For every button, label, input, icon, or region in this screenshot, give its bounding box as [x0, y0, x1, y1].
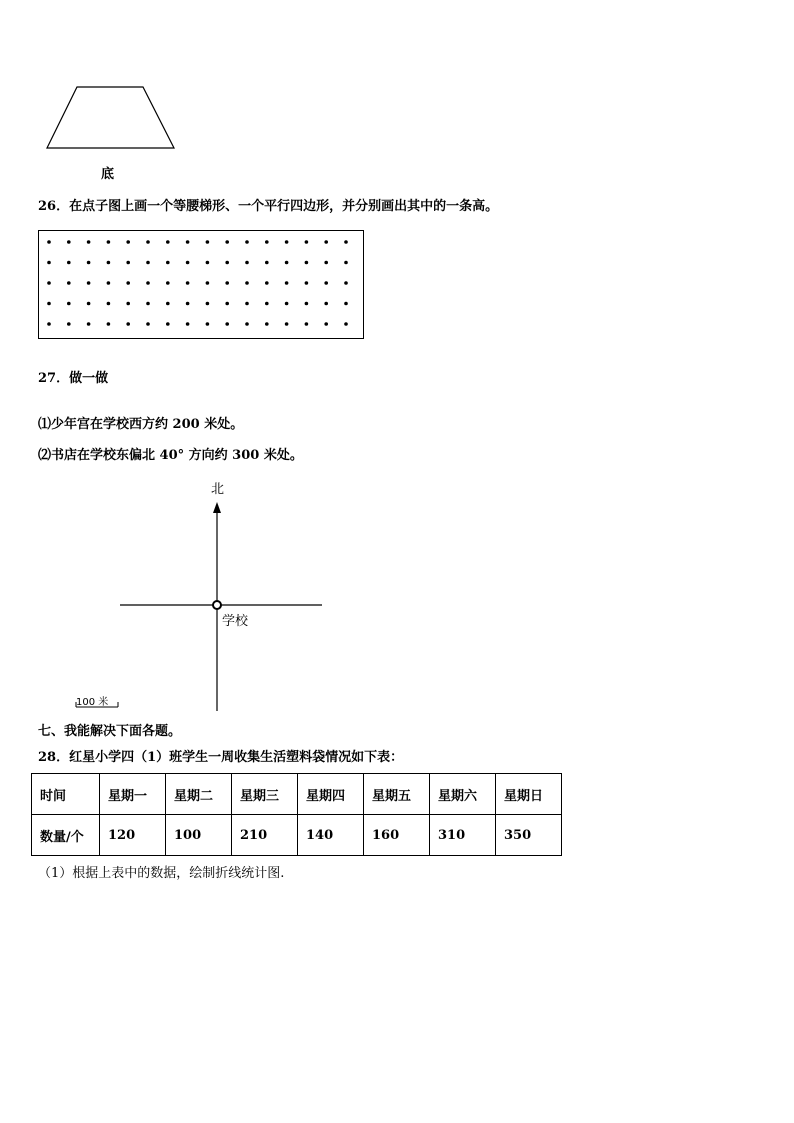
grid-dot[interactable] — [126, 281, 130, 285]
grid-dot[interactable] — [206, 322, 210, 326]
grid-dot[interactable] — [186, 240, 190, 244]
grid-dot[interactable] — [225, 281, 229, 285]
q27-item2: ⑵书店在学校东偏北 40° 方向约 300 米处。 — [38, 448, 303, 463]
table-cell: 星期五 — [364, 774, 430, 815]
grid-dot[interactable] — [206, 281, 210, 285]
north-arrow-icon — [213, 502, 221, 513]
grid-dot[interactable] — [166, 302, 170, 306]
table-header-row — [32, 774, 562, 815]
grid-dot[interactable] — [87, 302, 91, 306]
grid-dot[interactable] — [87, 281, 91, 285]
dot-grid[interactable] — [38, 230, 364, 339]
grid-dot[interactable] — [47, 261, 51, 265]
grid-dot[interactable] — [305, 302, 309, 306]
grid-dot[interactable] — [67, 261, 71, 265]
grid-dot[interactable] — [245, 261, 249, 265]
table-cell: 140 — [298, 815, 364, 856]
grid-dot[interactable] — [186, 261, 190, 265]
grid-dot[interactable] — [166, 322, 170, 326]
school-point — [213, 601, 221, 609]
grid-dot[interactable] — [67, 322, 71, 326]
trapezoid-shape — [47, 87, 174, 148]
table-value-row — [32, 815, 562, 856]
direction-diagram — [60, 478, 340, 718]
grid-dot[interactable] — [126, 322, 130, 326]
grid-dot[interactable] — [225, 322, 229, 326]
grid-dot[interactable] — [126, 261, 130, 265]
grid-dot[interactable] — [67, 281, 71, 285]
table-cell: 星期日 — [496, 774, 562, 815]
grid-dot[interactable] — [344, 322, 348, 326]
grid-dot[interactable] — [344, 240, 348, 244]
grid-dot[interactable] — [305, 281, 309, 285]
grid-dot[interactable] — [87, 322, 91, 326]
grid-dot[interactable] — [245, 281, 249, 285]
grid-dot[interactable] — [126, 240, 130, 244]
q27-heading: 27．做一做 — [38, 371, 109, 386]
table-cell: 星期六 — [430, 774, 496, 815]
grid-dot[interactable] — [186, 322, 190, 326]
grid-dot[interactable] — [67, 240, 71, 244]
grid-dot[interactable] — [344, 302, 348, 306]
grid-dot[interactable] — [324, 240, 328, 244]
grid-dot[interactable] — [225, 302, 229, 306]
table-cell: 星期一 — [100, 774, 166, 815]
grid-dot[interactable] — [186, 302, 190, 306]
grid-dot[interactable] — [324, 322, 328, 326]
grid-dot[interactable] — [225, 240, 229, 244]
grid-dot[interactable] — [305, 261, 309, 265]
grid-dot[interactable] — [47, 281, 51, 285]
grid-dot[interactable] — [146, 281, 150, 285]
trapezoid-base-label: 底 — [101, 167, 115, 182]
table-cell: 160 — [364, 815, 430, 856]
grid-dot[interactable] — [206, 302, 210, 306]
grid-dot[interactable] — [285, 322, 289, 326]
table-cell: 数量/个 — [32, 815, 100, 856]
grid-dot[interactable] — [166, 281, 170, 285]
grid-dot[interactable] — [186, 281, 190, 285]
grid-dot[interactable] — [87, 261, 91, 265]
grid-dot[interactable] — [107, 322, 111, 326]
q28-prompt: 28．红星小学四（1）班学生一周收集生活塑料袋情况如下表： — [38, 750, 404, 765]
trapezoid-figure — [40, 80, 190, 155]
table-cell: 时间 — [32, 774, 100, 815]
grid-dot[interactable] — [146, 302, 150, 306]
grid-dot[interactable] — [225, 261, 229, 265]
q26-prompt: 26．在点子图上画一个等腰梯形、一个平行四边形，并分别画出其中的一条高。 — [38, 199, 499, 214]
section7-heading: 七、我能解决下面各题。 — [38, 724, 182, 739]
grid-dot[interactable] — [107, 281, 111, 285]
grid-dot[interactable] — [47, 302, 51, 306]
table-cell: 星期四 — [298, 774, 364, 815]
school-label: 学校 — [222, 614, 249, 629]
grid-dot[interactable] — [305, 240, 309, 244]
grid-dot[interactable] — [285, 281, 289, 285]
grid-dot[interactable] — [245, 322, 249, 326]
grid-dot[interactable] — [245, 302, 249, 306]
q28-sub1: （1）根据上表中的数据，绘制折线统计图. — [38, 866, 285, 881]
north-label: 北 — [211, 482, 225, 497]
grid-dot[interactable] — [67, 302, 71, 306]
grid-dot[interactable] — [285, 302, 289, 306]
plastic-bag-table — [31, 773, 562, 856]
grid-dot[interactable] — [324, 302, 328, 306]
table-cell: 星期二 — [166, 774, 232, 815]
grid-dot[interactable] — [47, 240, 51, 244]
grid-dot[interactable] — [344, 281, 348, 285]
grid-dot[interactable] — [265, 240, 269, 244]
grid-dot[interactable] — [344, 261, 348, 265]
table-cell: 210 — [232, 815, 298, 856]
grid-dot[interactable] — [206, 240, 210, 244]
grid-dot[interactable] — [305, 322, 309, 326]
scale-label: 100 米 — [76, 697, 109, 708]
grid-dot[interactable] — [265, 261, 269, 265]
grid-dot[interactable] — [166, 261, 170, 265]
grid-dot[interactable] — [107, 240, 111, 244]
grid-dot[interactable] — [146, 261, 150, 265]
dot-grid-border — [39, 231, 364, 339]
grid-dot[interactable] — [265, 322, 269, 326]
table-cell: 350 — [496, 815, 562, 856]
grid-dot[interactable] — [87, 240, 91, 244]
grid-dot[interactable] — [107, 302, 111, 306]
grid-dot[interactable] — [47, 322, 51, 326]
grid-dot[interactable] — [265, 302, 269, 306]
grid-dot[interactable] — [166, 240, 170, 244]
grid-dot[interactable] — [245, 240, 249, 244]
grid-dot[interactable] — [146, 322, 150, 326]
table-cell: 120 — [100, 815, 166, 856]
q27-item1: ⑴少年宫在学校西方约 200 米处。 — [38, 417, 244, 432]
grid-dot[interactable] — [324, 281, 328, 285]
table-cell: 星期三 — [232, 774, 298, 815]
grid-dot[interactable] — [285, 261, 289, 265]
grid-dot[interactable] — [265, 281, 269, 285]
grid-dot[interactable] — [126, 302, 130, 306]
grid-dot[interactable] — [146, 240, 150, 244]
grid-dot[interactable] — [206, 261, 210, 265]
table-cell: 100 — [166, 815, 232, 856]
grid-dot[interactable] — [285, 240, 289, 244]
table-cell: 310 — [430, 815, 496, 856]
grid-dot[interactable] — [107, 261, 111, 265]
grid-dot[interactable] — [324, 261, 328, 265]
